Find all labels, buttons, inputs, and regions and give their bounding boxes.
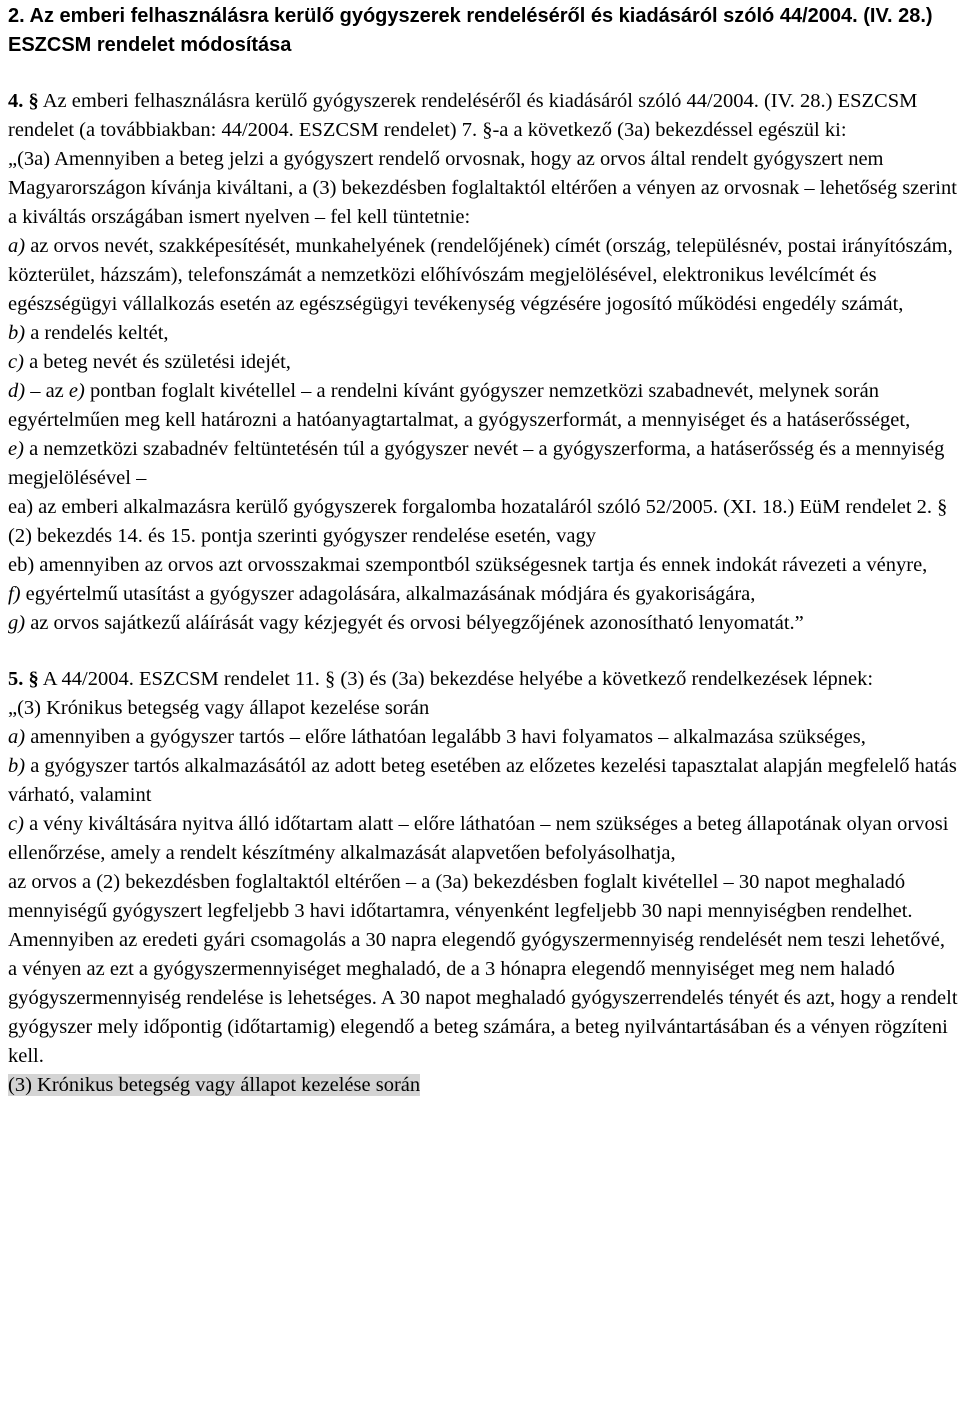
item-text: az orvos nevét, szakképesítését, munkahelyének (rendelőjének) címét (ország, településnév, postai irányítószám, közterület, házszám), telefonszámát a nemzetközi előhívószám megjelölésével, elektronikus levélcímét és egészségügyi vállalkozás esetén az egészségügyi tevékenység végzésére jogosító működési engedély számát, [8,235,953,315]
item-text: a beteg nevét és születési idejét, [23,351,291,373]
list-item-g [8,609,958,638]
item-marker: f) [8,583,21,605]
list-item-f [8,580,958,609]
item-marker: d) [8,380,26,402]
paragraph-5 [8,665,958,694]
list-item-b [8,752,958,810]
list-item-eb: eb) amennyiben az orvos azt orvosszakmai szempontból szükségesnek tartja és ennek indokát rávezeti a vényre, [8,554,928,576]
item-marker: g) [8,612,26,634]
item-text: amennyiben a gyógyszer tartós – előre láthatóan legalább 3 havi folyamatos – alkalmazása szükséges, [25,726,866,748]
paragraph-number: 4. [8,90,24,112]
paragraph-text: A 44/2004. ESZCSM rendelet 11. § (3) és (3a) bekezdése helyébe a következő rendelkezések lépnek: [38,668,874,690]
section-symbol: § [28,668,39,690]
list-item-c [8,348,958,377]
item-reference: e) [68,380,85,402]
paragraph-text: Az emberi felhasználásra kerülő gyógyszerek rendeléséről és kiadásáról szóló 44/2004. (IV. 28.) ESZCSM rendelet (a továbbiakban: 44/2004. ESZCSM rendelet) 7. §-a a következő (3a) bekezdéssel egészül ki: [8,90,918,141]
item-text: a nemzetközi szabadnév feltüntetésén túl a gyógyszer nevét – a gyógyszerforma, a hatáserősség és a mennyiség megjelölésével – [8,438,945,489]
item-text: az orvos sajátkezű aláírását vagy kézjegyét és orvosi bélyegzőjének azonosítható lenyomatát.” [25,612,804,634]
highlighted-line [8,1071,958,1100]
item-text: – az [25,380,69,402]
highlighted-text: (3) Krónikus betegség vagy állapot kezelése során [8,1074,421,1096]
list-item-a [8,723,958,752]
list-item-b [8,319,958,348]
item-marker: a) [8,726,26,748]
paragraph-spacer [8,638,958,665]
paragraph-number: 5. [8,668,24,690]
subsection-3a: „(3a) Amennyiben a beteg jelzi a gyógyszert rendelő orvosnak, hogy az orvos által rendelt gyógyszert nem Magyarországon kívánja kiváltani, a (3) bekezdésben foglaltaktól eltérően a vényen az orvosnak – lehetőség szerint a kiváltás országában ismert nyelven – fel kell tüntetnie: [8,148,957,228]
subsection-3: „(3) Krónikus betegség vagy állapot kezelése során [8,697,430,719]
list-item-e [8,435,958,493]
item-marker: c) [8,351,24,373]
section-heading: 2. Az emberi felhasználásra kerülő gyógyszerek rendeléséről és kiadásáról szóló 44/2004. (IV. 28.) ESZCSM rendelet módosítása [8,5,933,56]
item-text: pontban foglalt kivétellel – a rendelni kívánt gyógyszer nemzetközi szabadnevét, melynek során egyértelműen meg kell határozni a hatóanyagtartalmat, a gyógyszerformát, a mennyiséget és a hatáserősséget, [8,380,911,431]
closing-paragraph: az orvos a (2) bekezdésben foglaltaktól eltérően – a (3a) bekezdésben foglalt kivétellel – 30 napot meghaladó mennyiségű gyógyszert legfeljebb 3 havi időtartamra, vényenként legfeljebb 30 napi mennyiségben rendelhet. Amennyiben az eredeti gyári csomagolás a 30 napra elegendő gyógyszermennyiség rendelését nem teszi lehetővé, a vényen az ezt a gyógyszermennyiséget meghaladó, de a 3 hónapra elegendő mennyiséget meg nem haladó gyógyszermennyiség rendelése is lehetséges. A 30 napot meghaladó gyógyszerrendelés tényét és azt, hogy a rendelt gyógyszer mely időpontig (időtartamig) elegendő a beteg számára, a beteg nyilvántartásában és a vényen rögzíteni kell. [8,871,958,1067]
item-text: a rendelés keltét, [25,322,169,344]
item-marker: a) [8,235,26,257]
item-marker: b) [8,755,26,777]
item-text: a vény kiváltására nyitva álló időtartam alatt – előre láthatóan – nem szükséges a beteg állapotának olyan orvosi ellenőrzése, amely a rendelt készítmény alkalmazását alapvetően befolyásolhatja, [8,813,949,864]
list-item-d [8,377,958,435]
item-text: a gyógyszer tartós alkalmazásától az adott beteg esetében az előzetes kezelési tapasztalat alapján megfelelő hatás várható, valamint [8,755,957,806]
document-page [8,2,958,1100]
section-symbol: § [28,90,39,112]
item-marker: c) [8,813,24,835]
item-text: egyértelmű utasítást a gyógyszer adagolására, alkalmazásának módjára és gyakoriságára, [20,583,756,605]
item-marker: e) [8,438,24,460]
paragraph-4 [8,87,958,145]
list-item-c [8,810,958,868]
list-item-ea: ea) az emberi alkalmazásra kerülő gyógyszerek forgalomba hozataláról szóló 52/2005. (XI. 18.) EüM rendelet 2. § (2) bekezdés 14. és 15. pontja szerinti gyógyszer rendelése esetén, vagy [8,496,948,547]
list-item-a [8,232,958,319]
item-marker: b) [8,322,26,344]
